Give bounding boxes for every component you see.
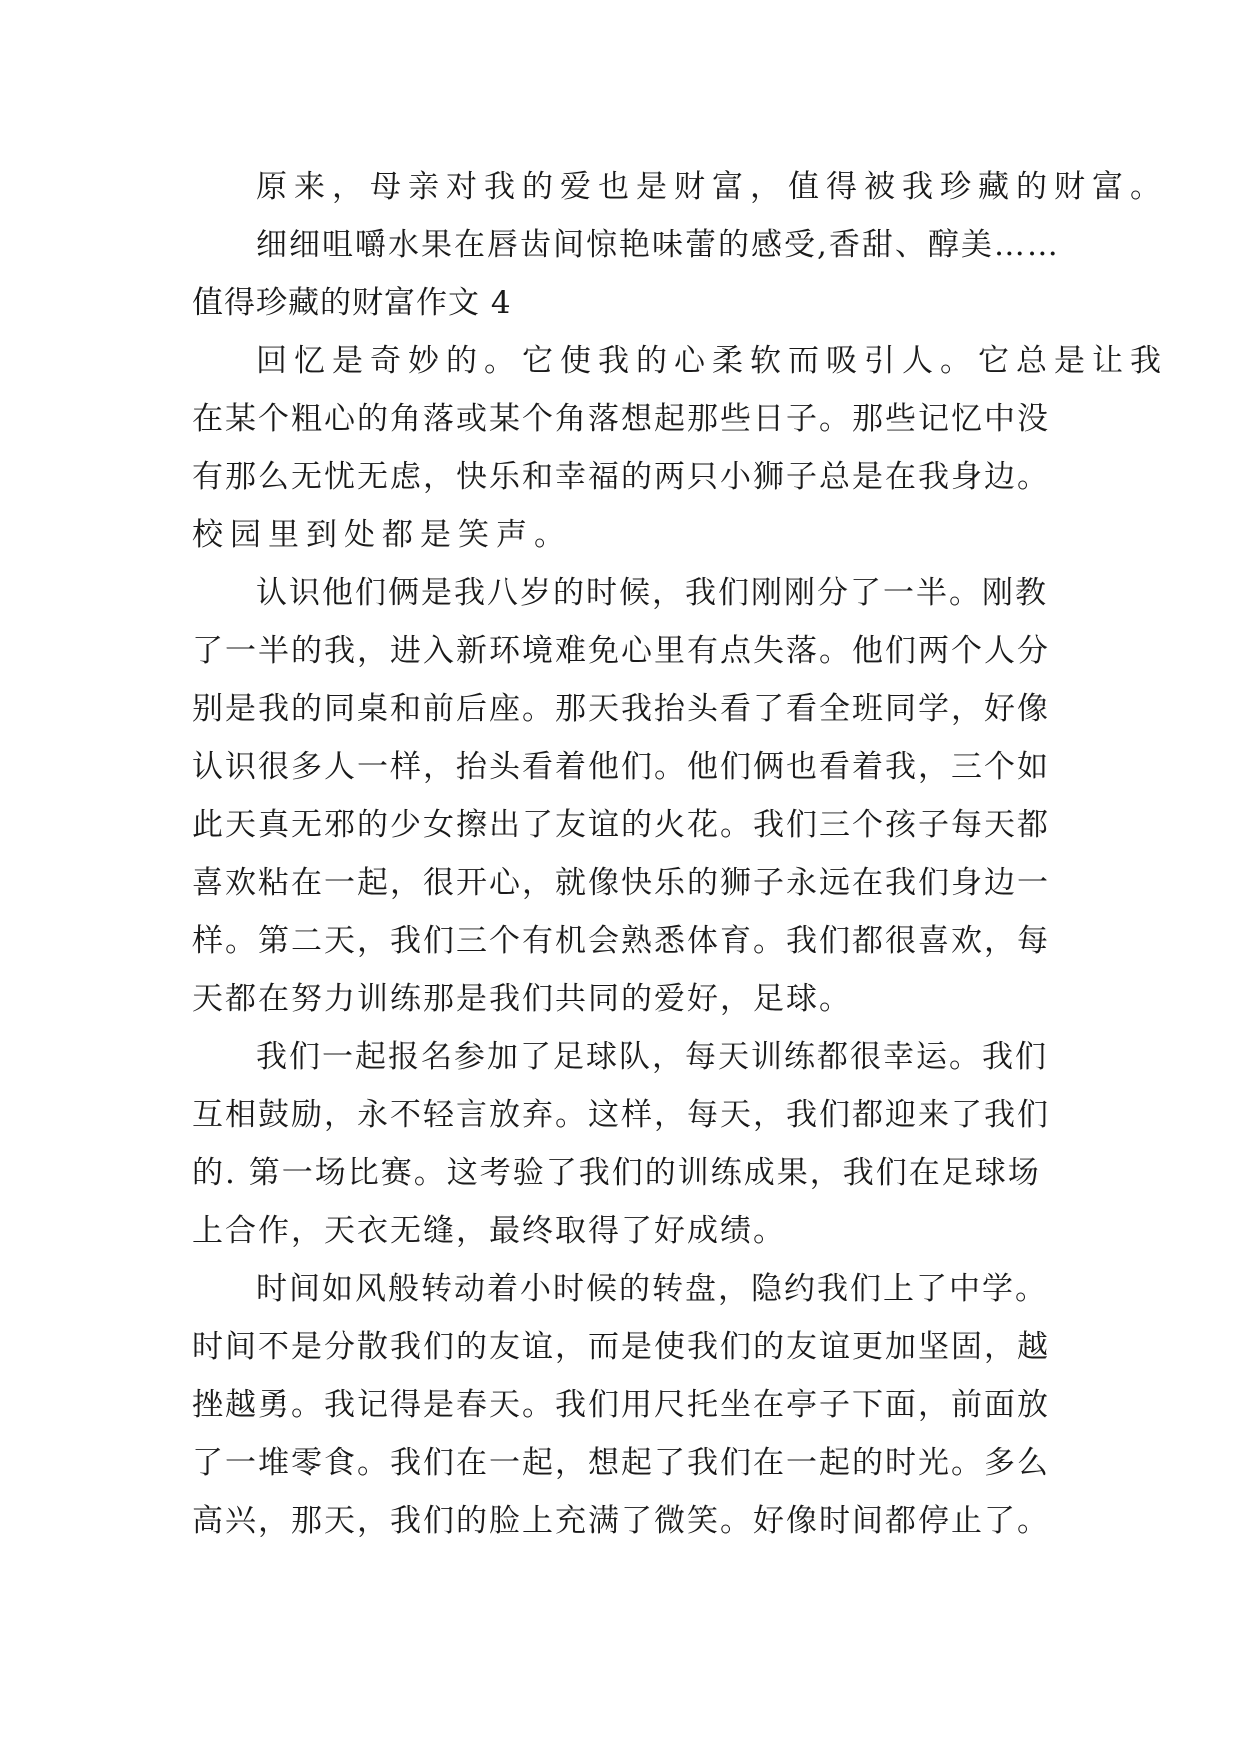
text-line: 我们一起报名参加了足球队，每天训练都很幸运。我们 (256, 1039, 1048, 1075)
text-line: 此天真无邪的少女擦出了友谊的火花。我们三个孩子每天都 (192, 807, 1050, 843)
text-line: 校园里到处都是笑声。 (192, 517, 572, 553)
text-line: 细细咀嚼水果在唇齿间惊艳味蕾的感受,香甜、醇美…… (256, 227, 1060, 263)
text-line: 上合作，天衣无缝，最终取得了好成绩。 (192, 1213, 786, 1249)
text-line: 高兴，那天，我们的脸上充满了微笑。好像时间都停止了。 (192, 1503, 1050, 1539)
text-line: 在某个粗心的角落或某个角落想起那些日子。那些记忆中没 (192, 401, 1050, 437)
text-line: 回忆是奇妙的。它使我的心柔软而吸引人。它总是让我 (256, 343, 1168, 379)
text-line: 有那么无忧无虑，快乐和幸福的两只小狮子总是在我身边。 (192, 459, 1050, 495)
text-line: 了一半的我，进入新环境难免心里有点失落。他们两个人分 (192, 633, 1050, 669)
text-line: 互相鼓励，永不轻言放弃。这样，每天，我们都迎来了我们 (192, 1097, 1050, 1133)
text-line: 认识他们俩是我八岁的时候，我们刚刚分了一半。刚教 (256, 575, 1048, 611)
text-line: 天都在努力训练那是我们共同的爱好，足球。 (192, 981, 852, 1017)
text-line: 时间不是分散我们的友谊，而是使我们的友谊更加坚固，越 (192, 1329, 1050, 1365)
text-line: 的. 第一场比赛。这考验了我们的训练成果，我们在足球场 (192, 1155, 1041, 1191)
text-line: 了一堆零食。我们在一起，想起了我们在一起的时光。多么 (192, 1445, 1050, 1481)
text-line: 时间如风般转动着小时候的转盘，隐约我们上了中学。 (256, 1271, 1048, 1307)
text-line: 认识很多人一样，抬头看着他们。他们俩也看着我，三个如 (192, 749, 1050, 785)
text-line: 别是我的同桌和前后座。那天我抬头看了看全班同学，好像 (192, 691, 1050, 727)
text-line: 喜欢粘在一起，很开心，就像快乐的狮子永远在我们身边一 (192, 865, 1050, 901)
section-heading: 值得珍藏的财富作文 4 (192, 285, 512, 321)
document-body (192, 158, 1168, 1550)
text-line: 样。第二天，我们三个有机会熟悉体育。我们都很喜欢，每 (192, 923, 1050, 959)
text-line: 原来，母亲对我的爱也是财富，值得被我珍藏的财富。 (256, 169, 1168, 205)
text-line: 挫越勇。我记得是春天。我们用尺托坐在亭子下面，前面放 (192, 1387, 1050, 1423)
